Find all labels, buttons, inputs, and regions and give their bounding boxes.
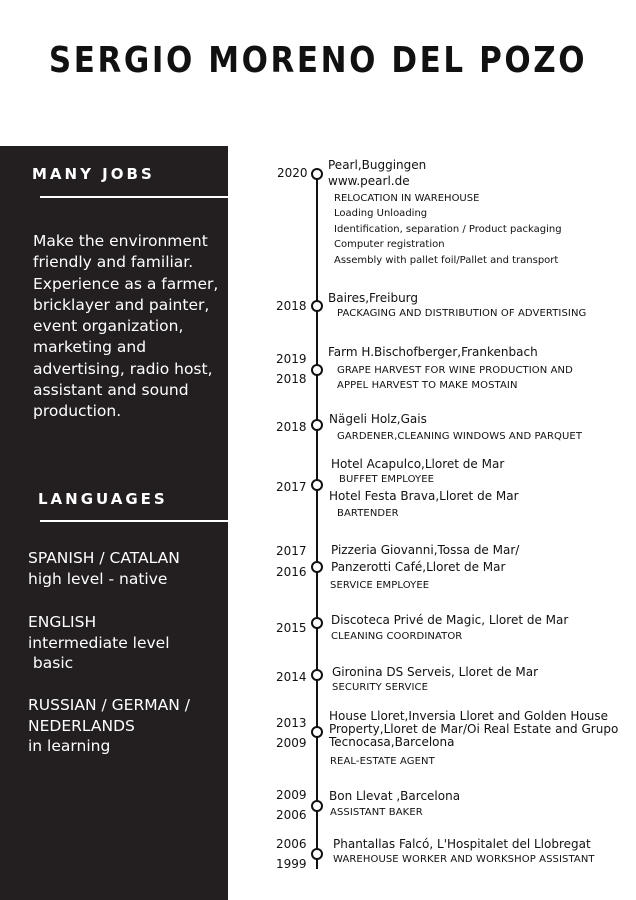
timeline-dot	[311, 561, 323, 573]
timeline-dot	[311, 800, 323, 812]
language-name: RUSSIAN / GERMAN /	[28, 696, 190, 714]
entry-description: WAREHOUSE WORKER AND WORKSHOP ASSISTANT	[333, 854, 595, 865]
entry-company: Nägeli Holz,Gais	[329, 412, 427, 426]
entry-year: 2020	[277, 166, 308, 180]
entry-year: 2006	[276, 808, 307, 822]
language-russian-german-nederlands	[28, 695, 224, 757]
entry-company: Pizzeria Giovanni,Tossa de Mar/	[331, 543, 520, 557]
language-level: intermediate level	[28, 633, 170, 652]
entry-description-line: Identification, separation / Product packaging	[334, 223, 562, 235]
entry-year: 2009	[276, 736, 307, 750]
entry-company: Discoteca Privé de Magic, Lloret de Mar	[331, 613, 569, 627]
entry-company: Hotel Festa Brava,Lloret de Mar	[329, 489, 519, 503]
timeline-dot	[311, 364, 323, 376]
entry-description: APPEL HARVEST TO MAKE MOSTAIN	[337, 380, 518, 391]
entry-year: 2017	[276, 544, 307, 558]
entry-description: SECURITY SERVICE	[332, 682, 429, 693]
timeline-dot	[311, 617, 323, 629]
language-name: ENGLISH	[28, 613, 97, 631]
language-name: SPANISH / CATALAN	[28, 549, 180, 567]
language-level: in learning	[28, 737, 111, 755]
entry-company: Panzerotti Café,Lloret de Mar	[331, 560, 506, 574]
resume-name: SERGIO MORENO DEL POZO	[48, 40, 588, 81]
entry-company: Baires,Freiburg	[328, 291, 419, 305]
entry-year: 2014	[276, 670, 307, 684]
entry-description: SERVICE EMPLOYEE	[330, 580, 430, 591]
entry-year: 2018	[276, 299, 307, 313]
entry-company: Gironina DS Serveis, Lloret de Mar	[332, 665, 539, 679]
language-name: NEDERLANDS	[28, 716, 135, 735]
languages-heading: LANGUAGES	[38, 490, 168, 508]
entry-company: Farm H.Bischofberger,Frankenbach	[328, 345, 538, 359]
entry-description: GARDENER,CLEANING WINDOWS AND PARQUET	[337, 431, 583, 442]
timeline-dot	[311, 419, 323, 431]
entry-description-line: Computer registration	[334, 239, 445, 251]
entry-description-line: Assembly with pallet foil/Pallet and transport	[334, 254, 559, 266]
entry-description: GRAPE HARVEST FOR WINE PRODUCTION AND	[337, 365, 573, 376]
jobs-divider	[40, 196, 228, 198]
entry-year: 1999	[276, 857, 307, 871]
entry-year: 2013	[276, 716, 307, 730]
entry-company: House Lloret,Inversia Lloret and Golden House Property,Lloret de Mar/Oi Real Estate and Grupo Tecnocasa,Barcelona	[329, 709, 619, 749]
entry-company: Hotel Acapulco,Lloret de Mar	[331, 457, 505, 471]
entry-year: 2018	[276, 372, 307, 386]
language-spanish-catalan	[28, 548, 224, 589]
timeline-dot	[311, 726, 323, 738]
timeline-dot	[311, 669, 323, 681]
entry-company: Bon Llevat ,Barcelona	[329, 789, 461, 803]
language-level: basic	[28, 654, 74, 672]
entry-description: BARTENDER	[337, 508, 399, 519]
entry-year: 2016	[276, 565, 307, 579]
entry-year: 2015	[276, 621, 307, 635]
entry-year: 2019	[276, 352, 307, 366]
entry-description: PACKAGING AND DISTRIBUTION OF ADVERTISING	[337, 308, 587, 319]
entry-company: Phantallas Falcó, L'Hospitalet del Llobregat	[333, 837, 591, 851]
entry-description: BUFFET EMPLOYEE	[339, 474, 435, 485]
summary-text: Make the environment friendly and familiar. Experience as a farmer, bricklayer and painter, event organization, marketing and advertising, radio host, assistant and sound production.	[33, 232, 219, 421]
language-level: high level - native	[28, 569, 168, 588]
entry-description: REAL-ESTATE AGENT	[330, 756, 435, 767]
language-english	[28, 612, 224, 674]
entry-description: CLEANING COORDINATOR	[331, 631, 463, 642]
entry-description	[334, 191, 562, 268]
entry-description-line: RELOCATION IN WAREHOUSE	[334, 193, 480, 204]
entry-description: ASSISTANT BAKER	[330, 807, 423, 818]
timeline-dot	[311, 848, 323, 860]
timeline-line	[316, 174, 318, 869]
timeline-dot	[311, 300, 323, 312]
timeline-dot	[311, 479, 323, 491]
entry-company: Pearl,Buggingen	[328, 158, 427, 172]
entry-year: 2006	[276, 837, 307, 851]
entry-website: www.pearl.de	[328, 174, 410, 188]
entry-year: 2017	[276, 480, 307, 494]
timeline-dot	[311, 168, 323, 180]
jobs-heading: MANY JOBS	[32, 165, 155, 183]
sidebar	[0, 146, 228, 900]
entry-description-line: Loading Unloading	[334, 208, 428, 220]
entry-year: 2009	[276, 788, 307, 802]
entry-year: 2018	[276, 420, 307, 434]
languages-divider	[40, 520, 228, 522]
